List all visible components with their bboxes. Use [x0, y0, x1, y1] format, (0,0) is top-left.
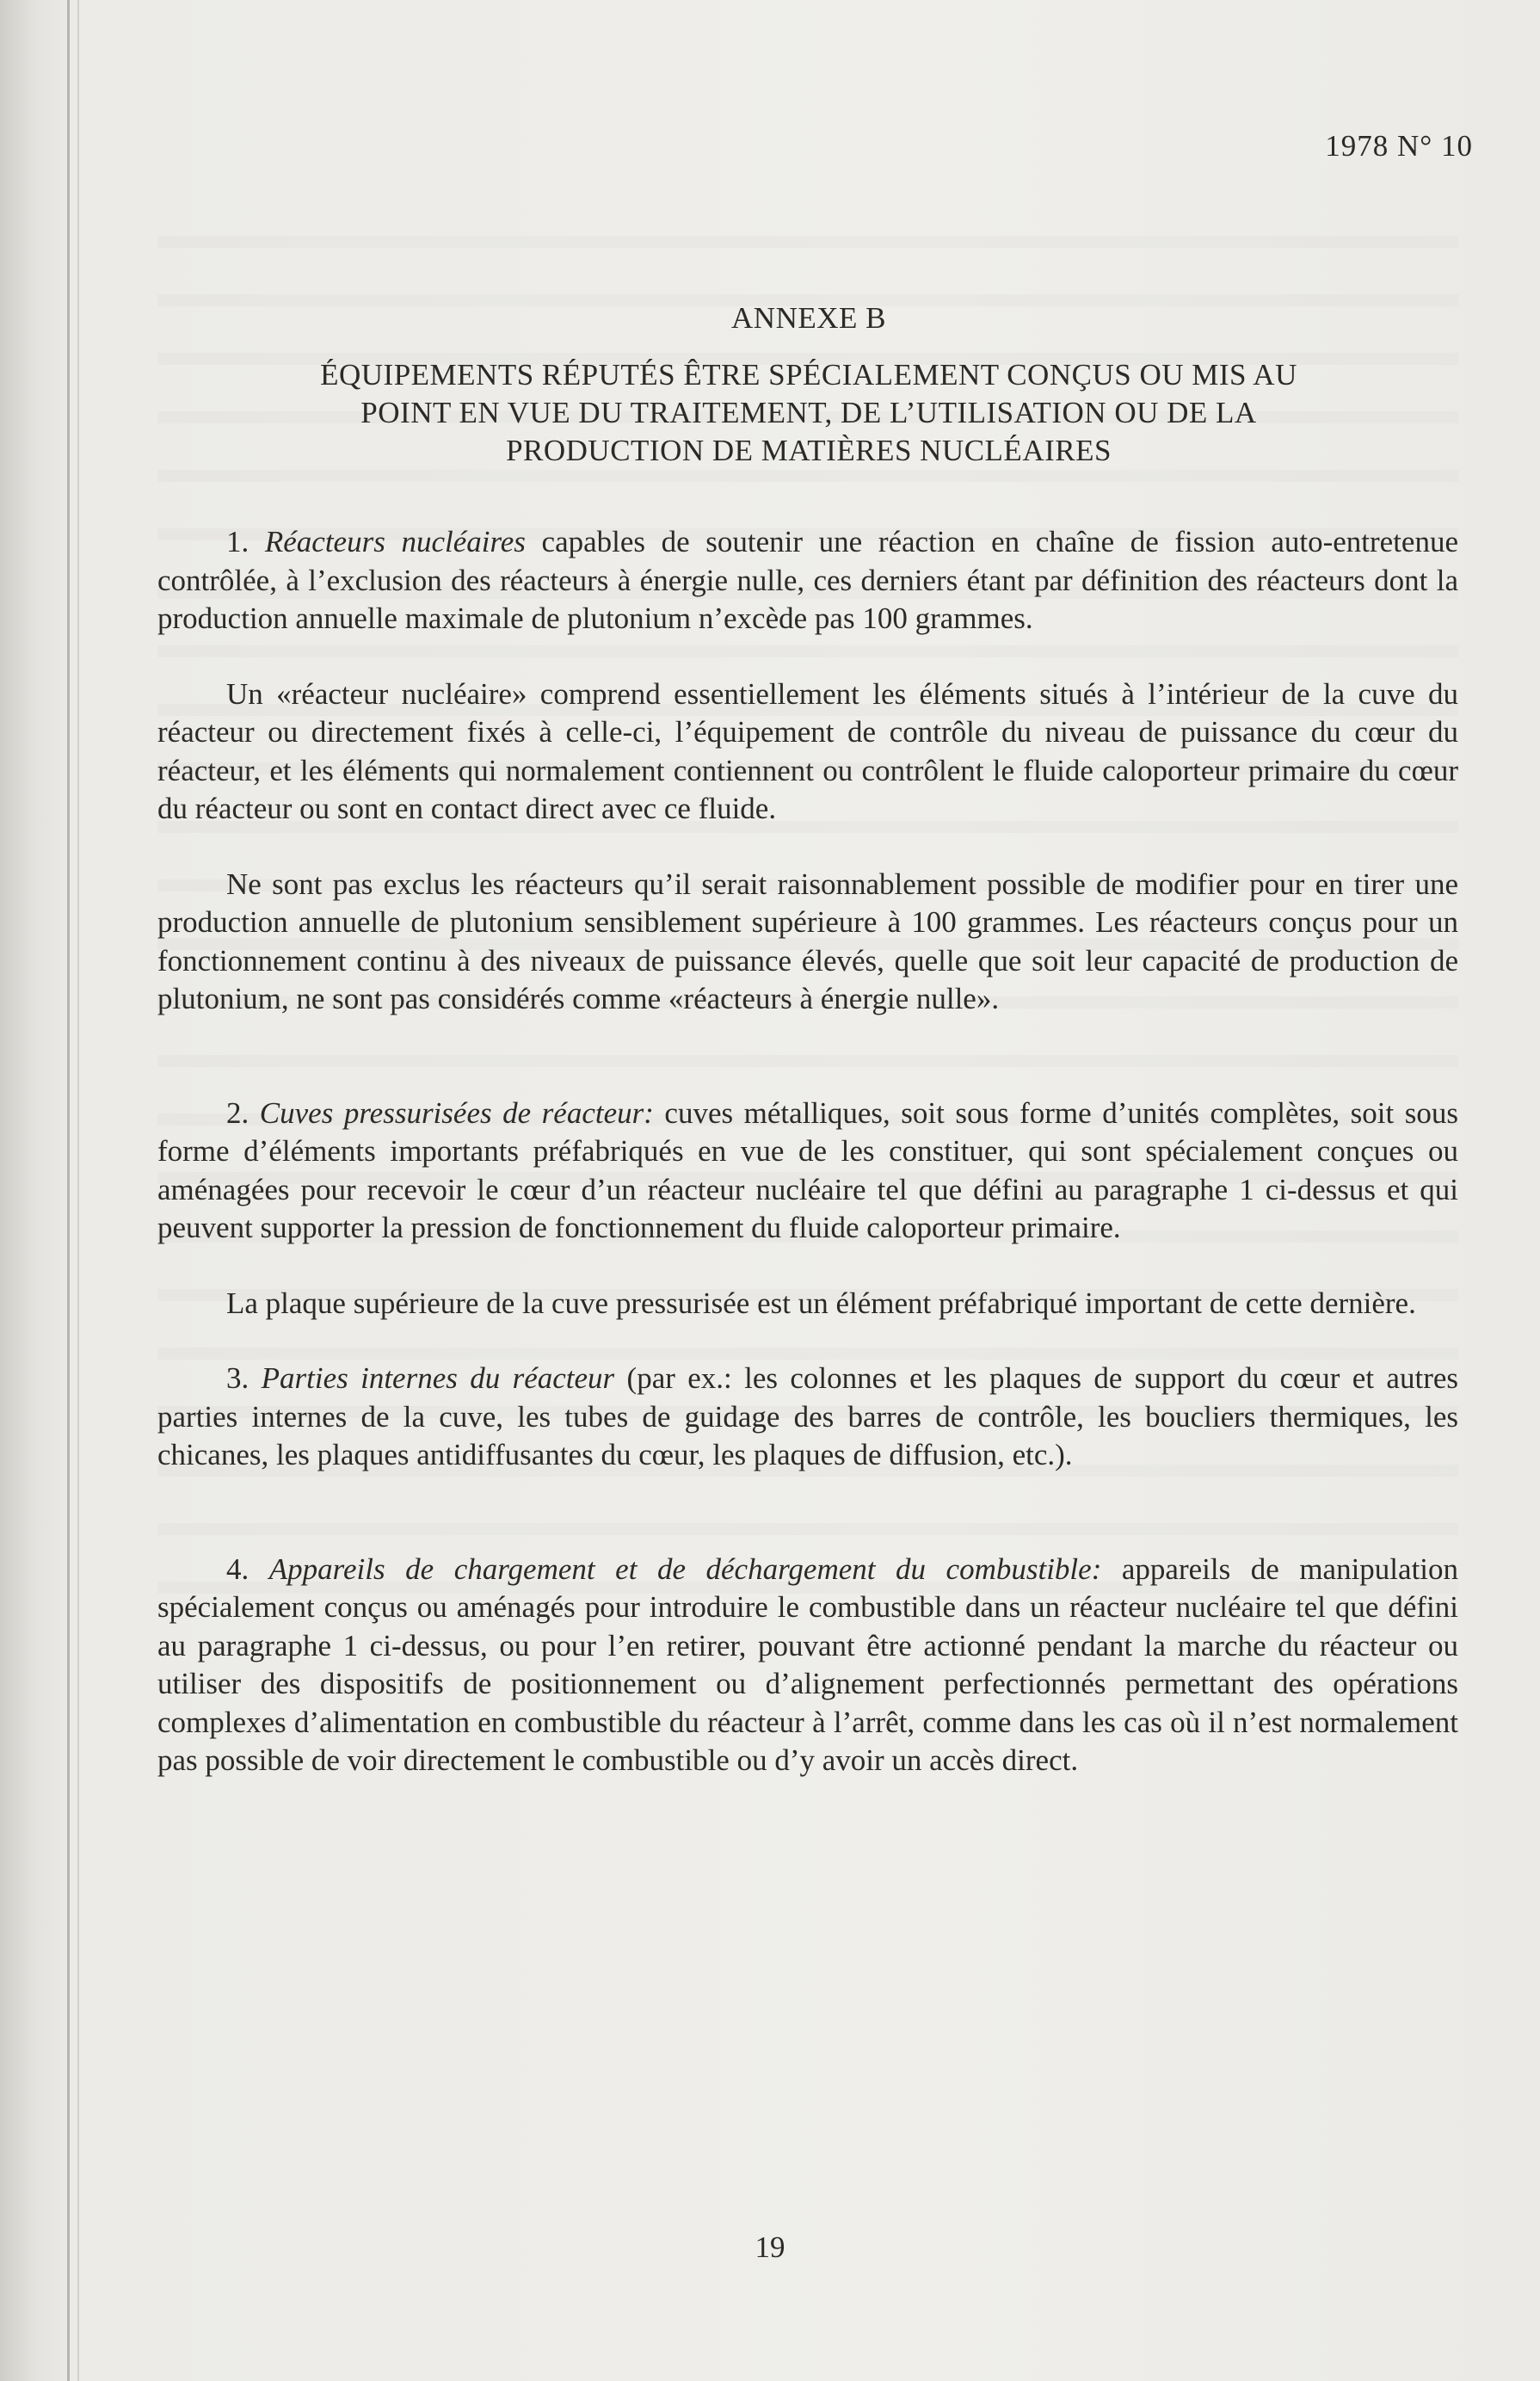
binding-shadow [77, 0, 79, 2381]
section-2-paragraph-2: La plaque supérieure de la cuve pressurisée est un élément préfabriqué important de cette dernière. [226, 1286, 1416, 1320]
annex-label: ANNEXE B [731, 301, 886, 335]
binding-edge [67, 0, 70, 2381]
section-text: (par ex.: les colonnes et les plaques de support du cœur et autres parties internes de la cuve, les tubes de guidage des barres de contrôle, les boucliers thermiques, les chicanes, les plaques antidiffusantes du cœur, les plaques de diffusion, etc.). [157, 1361, 1459, 1471]
annex-title-block [163, 299, 1454, 470]
section-text: cuves métalliques, soit sous forme d’unités complètes, soit sous forme d’éléments importants préfabriqués en vue de les constituer, qui sont spécialement conçues ou aménagées pour recevoir le cœur d’un réacteur nucléaire tel que défini au paragraphe 1 ci-dessus et qui peuvent supporter la pression de fonctionnement du fluide caloporteur primaire. [157, 1095, 1459, 1244]
section-heading: Parties internes du réacteur [261, 1361, 615, 1395]
section-number: 1. [226, 525, 249, 558]
section-number: 3. [226, 1361, 249, 1395]
section-number: 2. [226, 1095, 249, 1130]
section-1-paragraph-2: Un «réacteur nucléaire» comprend essentiellement les éléments situés à l’intérieur de la cuve du réacteur ou directement fixés à celle-ci, l’équipement de contrôle du niveau de puissance du cœur du réacteur, et les éléments qui normalement contiennent ou contrôlent le fluide caloporteur primaire du cœur du réacteur ou sont en contact direct avec ce fluide. [157, 676, 1458, 825]
annex-heading-line-1: ÉQUIPEMENTS RÉPUTÉS ÊTRE SPÉCIALEMENT CONÇUS OU MIS AU [320, 358, 1297, 392]
section-1-paragraph-3: Ne sont pas exclus les réacteurs qu’il serait raisonnablement possible de modifier pour en tirer une production annuelle de plutonium sensiblement supérieure à 100 grammes. Les réacteurs conçus pour un fonctionnement continu à des niveaux de puissance élevés, quelle que soit leur capacité de production de plutonium, ne sont pas considérés comme «réacteurs à énergie nulle». [157, 867, 1458, 1015]
annex-heading-line-2: POINT EN VUE DU TRAITEMENT, DE L’UTILISATION OU DE LA [360, 396, 1257, 429]
document-body [157, 523, 1458, 1817]
section-text: appareils de manipulation spécialement conçus ou aménagés pour introduire le combustible dans un réacteur nucléaire tel que défini au paragraphe 1 ci-dessus, ou pour l’en retirer, pouvant être actionné pendant la marche du réacteur ou utiliser des dispositifs de positionnement ou d’alignement perfectionnés permettant des opérations complexes d’alimentation en combustible du réacteur à l’arrêt, comme dans les cas où il n’est normalement pas possible de voir directement le combustible ou d’y avoir un accès direct. [157, 1551, 1459, 1777]
page-number: 19 [755, 2230, 785, 2264]
section-heading: Appareils de chargement et de déchargement du combustible: [268, 1551, 1102, 1586]
section-1-paragraph [157, 523, 1458, 638]
section-2-paragraph [157, 1095, 1458, 1248]
section-heading: Réacteurs nucléaires [264, 525, 526, 558]
section-heading: Cuves pressurisées de réacteur: [259, 1095, 654, 1130]
section-3-paragraph [157, 1360, 1458, 1475]
section-4-paragraph [157, 1551, 1458, 1780]
annex-heading-line-3: PRODUCTION DE MATIÈRES NUCLÉAIRES [506, 434, 1112, 467]
section-number: 4. [226, 1551, 249, 1586]
section-text: capables de soutenir une réaction en chaîne de fission auto-entretenue contrôlée, à l’exclusion des réacteurs à énergie nulle, ces derniers étant par définition des réacteurs dont la production annuelle maximale de plutonium n’excède pas 100 grammes. [157, 525, 1459, 635]
document-reference: 1978 N° 10 [1325, 129, 1473, 163]
